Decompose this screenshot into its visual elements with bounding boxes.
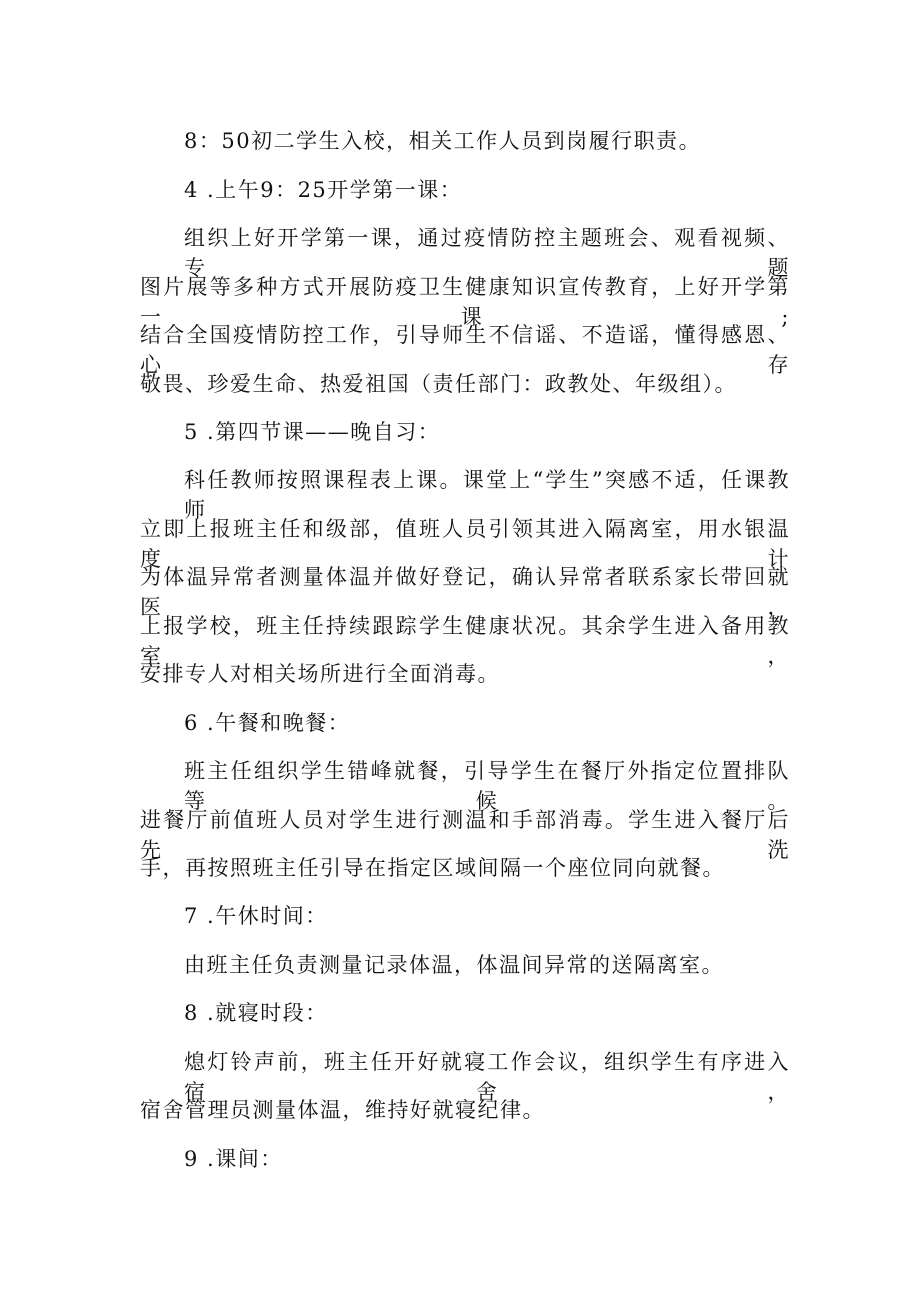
paragraph-line: 科任教师按照课程表上课。课堂上“学生”突感不适，任课教师 bbox=[184, 468, 790, 522]
section-heading-8: 8 .就寝时段： bbox=[184, 1001, 328, 1025]
paragraph-line: 进餐厅前值班人员对学生进行测温和手部消毒。学生进入餐厅后先洗 bbox=[140, 808, 790, 862]
section-heading-7: 7 .午休时间： bbox=[184, 904, 328, 928]
paragraph-line: 由班主任负责测量记录体温，体温间异常的送隔离室。 bbox=[184, 953, 724, 977]
paragraph-line: 上报学校，班主任持续跟踪学生健康状况。其余学生进入备用教室， bbox=[140, 614, 790, 668]
paragraph-line: 立即上报班主任和级部，值班人员引领其进入隔离室，用水银温度计 bbox=[140, 517, 790, 571]
section-heading-6: 6 .午餐和晚餐： bbox=[184, 711, 351, 735]
paragraph-line: 结合全国疫情防控工作，引导师生不信谣、不造谣，懂得感恩、心存 bbox=[140, 323, 790, 377]
paragraph-line: 手，再按照班主任引导在指定区域间隔一个座位同向就餐。 bbox=[140, 856, 725, 880]
paragraph-line: 图片展等多种方式开展防疫卫生健康知识宣传教育，上好开学第一课; bbox=[140, 275, 790, 329]
section-heading-4: 4 .上午9：25开学第一课： bbox=[184, 178, 463, 202]
section-heading-5: 5 .第四节课——晚自习： bbox=[184, 420, 441, 444]
paragraph-line: 班主任组织学生错峰就餐，引导学生在餐厅外指定位置排队等候。 bbox=[184, 759, 790, 813]
paragraph-line: 宿舍管理员测量体温，维持好就寝纪律。 bbox=[140, 1098, 545, 1122]
paragraph-line: 熄灯铃声前，班主任开好就寝工作会议，组织学生有序进入宿舍， bbox=[184, 1050, 790, 1104]
paragraph-line: 为体温异常者测量体温并做好登记，确认异常者联系家长带回就医， bbox=[140, 565, 790, 619]
paragraph-line: 组织上好开学第一课，通过疫情防控主题班会、观看视频、专题 bbox=[184, 226, 790, 280]
paragraph-line: 敬畏、珍爱生命、热爱祖国（责任部门：政教处、年级组）。 bbox=[140, 372, 737, 396]
paragraph-line: 8：50初二学生入校，相关工作人员到岗履行职责。 bbox=[184, 129, 702, 153]
section-heading-9: 9 .课间： bbox=[184, 1147, 283, 1171]
paragraph-line: 安排专人对相关场所进行全面消毒。 bbox=[140, 662, 500, 686]
